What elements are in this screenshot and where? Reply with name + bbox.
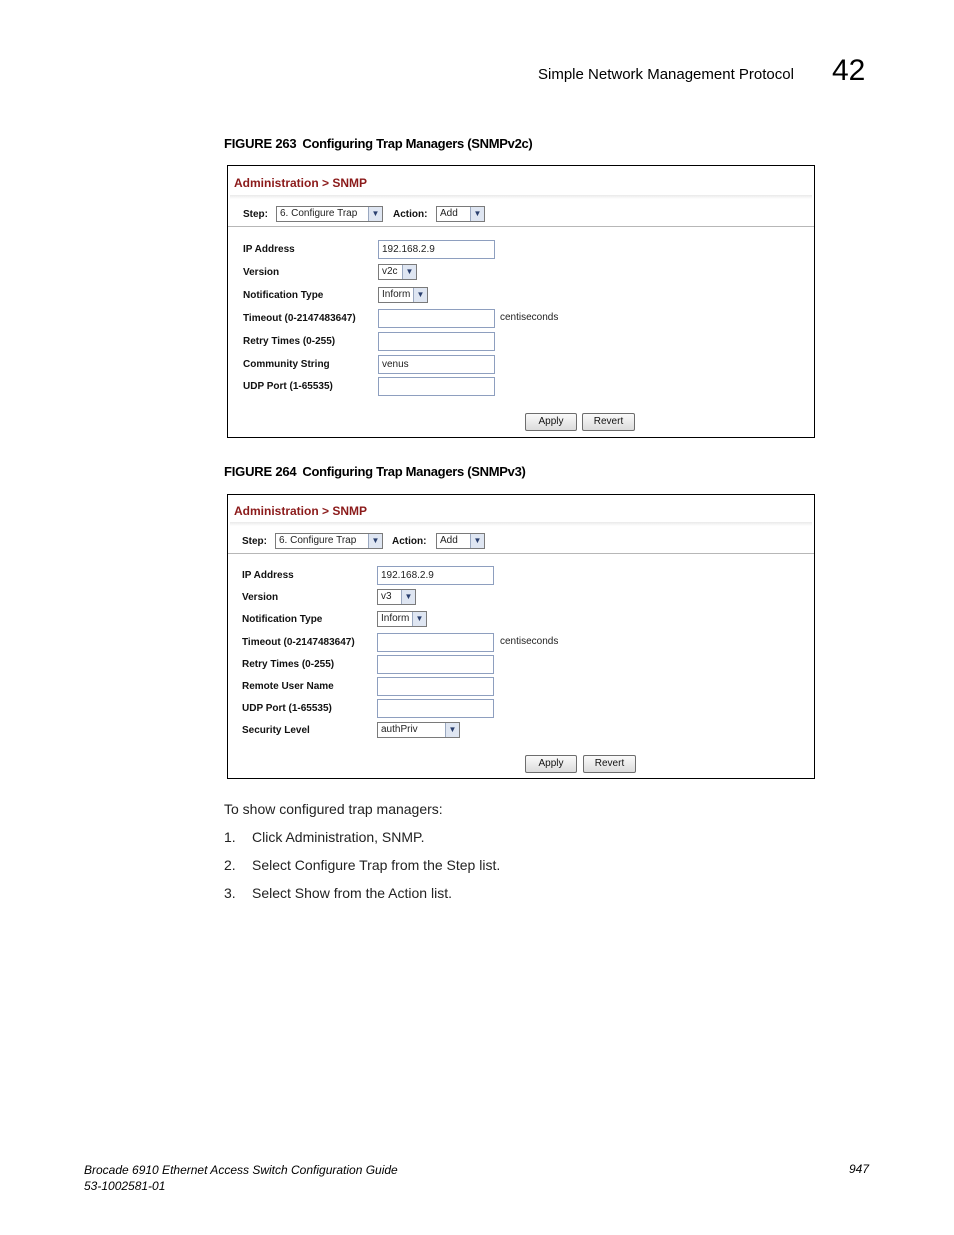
version-label: Version xyxy=(243,267,280,278)
timeout-unit: centiseconds xyxy=(500,312,559,323)
notification-type-value: Inform xyxy=(381,613,410,624)
footer-doc-title: Brocade 6910 Ethernet Access Switch Configuration Guide xyxy=(84,1163,398,1177)
remote-user-name-input[interactable] xyxy=(377,677,494,696)
udp-port-input[interactable] xyxy=(377,699,494,718)
ip-address-row xyxy=(228,239,814,261)
version-select-value: v2c xyxy=(382,266,398,277)
step-action-row xyxy=(228,199,814,227)
udp-port-label: UDP Port (1-65535) xyxy=(243,381,333,392)
security-level-row xyxy=(228,720,814,742)
action-label: Action: xyxy=(393,209,428,220)
version-row xyxy=(228,262,814,284)
udp-port-input[interactable] xyxy=(378,377,495,396)
version-label: Version xyxy=(242,592,279,603)
retry-times-input[interactable] xyxy=(377,655,494,674)
action-select-value: Add xyxy=(440,208,458,219)
action-label: Action: xyxy=(392,536,427,547)
version-select[interactable] xyxy=(377,589,416,605)
panel-breadcrumb: Administration > SNMP xyxy=(234,504,368,518)
chevron-down-icon[interactable]: ▼ xyxy=(368,534,382,548)
version-select[interactable] xyxy=(378,264,417,280)
figure-263-caption xyxy=(224,136,532,151)
timeout-input[interactable] xyxy=(378,309,495,328)
step-number: 3. xyxy=(224,885,236,901)
snmpv2c-trap-panel xyxy=(227,165,815,438)
remote-user-name-row xyxy=(228,676,814,698)
community-string-input[interactable]: venus xyxy=(378,355,495,374)
revert-button[interactable]: Revert xyxy=(582,413,635,431)
ip-address-input[interactable]: 192.168.2.9 xyxy=(378,240,495,259)
timeout-label: Timeout (0-2147483647) xyxy=(243,313,356,324)
retry-times-label: Retry Times (0-255) xyxy=(242,659,335,670)
figure-label: FIGURE 264 xyxy=(224,464,297,479)
timeout-input[interactable] xyxy=(377,633,494,652)
version-row xyxy=(228,587,814,609)
timeout-row xyxy=(228,632,814,654)
retry-times-label: Retry Times (0-255) xyxy=(243,336,336,347)
snmpv3-trap-panel xyxy=(227,494,815,779)
chevron-down-icon[interactable]: ▼ xyxy=(412,612,426,626)
running-header-title: Simple Network Management Protocol xyxy=(538,66,794,83)
timeout-label: Timeout (0-2147483647) xyxy=(242,637,355,648)
chapter-number: 42 xyxy=(832,54,866,87)
notification-type-select[interactable] xyxy=(377,611,427,627)
timeout-unit: centiseconds xyxy=(500,636,559,647)
instructions-intro: To show configured trap managers: xyxy=(224,801,443,817)
timeout-row xyxy=(228,308,814,330)
footer-doc-number: 53-1002581-01 xyxy=(84,1179,166,1193)
step-text: Select Configure Trap from the Step list. xyxy=(252,857,501,873)
apply-button[interactable]: Apply xyxy=(525,413,577,431)
chevron-down-icon[interactable]: ▼ xyxy=(402,265,416,279)
action-select[interactable] xyxy=(436,206,485,222)
notification-type-row xyxy=(228,609,814,631)
community-string-label: Community String xyxy=(243,359,330,370)
security-level-select[interactable] xyxy=(377,722,460,738)
notification-type-value: Inform xyxy=(382,289,411,300)
remote-user-name-label: Remote User Name xyxy=(242,681,334,692)
ip-address-label: IP Address xyxy=(242,570,294,581)
version-select-value: v3 xyxy=(381,591,392,602)
notification-type-label: Notification Type xyxy=(243,290,324,301)
community-string-row xyxy=(228,354,814,376)
figure-label: FIGURE 263 xyxy=(224,136,297,151)
udp-port-row xyxy=(228,376,814,398)
step-select[interactable] xyxy=(276,206,383,222)
step-action-row xyxy=(228,526,814,554)
step-select[interactable] xyxy=(275,533,383,549)
step-text: Click Administration, SNMP. xyxy=(252,829,425,845)
chevron-down-icon[interactable]: ▼ xyxy=(401,590,415,604)
ip-address-label: IP Address xyxy=(243,244,295,255)
chevron-down-icon[interactable]: ▼ xyxy=(445,723,459,737)
step-label: Step: xyxy=(242,536,267,547)
chevron-down-icon[interactable]: ▼ xyxy=(470,207,484,221)
step-number: 1. xyxy=(224,829,236,845)
chevron-down-icon[interactable]: ▼ xyxy=(413,288,427,302)
security-level-value: authPriv xyxy=(381,724,418,735)
figure-caption-text: Configuring Trap Managers (SNMPv2c) xyxy=(302,136,533,151)
security-level-label: Security Level xyxy=(242,725,310,736)
footer-page-number: 947 xyxy=(849,1162,870,1176)
retry-times-row xyxy=(228,654,814,676)
notification-type-select[interactable] xyxy=(378,287,428,303)
udp-port-row xyxy=(228,698,814,720)
figure-264-caption xyxy=(224,464,526,479)
footer-doc-info xyxy=(84,1162,398,1194)
step-label: Step: xyxy=(243,209,268,220)
retry-times-input[interactable] xyxy=(378,332,495,351)
step-text: Select Show from the Action list. xyxy=(252,885,452,901)
figure-caption-text: Configuring Trap Managers (SNMPv3) xyxy=(302,464,526,479)
revert-button[interactable]: Revert xyxy=(583,755,636,773)
apply-button[interactable]: Apply xyxy=(525,755,577,773)
action-select-value: Add xyxy=(440,535,458,546)
ip-address-input[interactable]: 192.168.2.9 xyxy=(377,566,494,585)
chevron-down-icon[interactable]: ▼ xyxy=(470,534,484,548)
udp-port-label: UDP Port (1-65535) xyxy=(242,703,332,714)
chevron-down-icon[interactable]: ▼ xyxy=(368,207,382,221)
panel-breadcrumb: Administration > SNMP xyxy=(234,176,368,190)
notification-type-row xyxy=(228,285,814,307)
notification-type-label: Notification Type xyxy=(242,614,323,625)
ip-address-row xyxy=(228,565,814,587)
step-number: 2. xyxy=(224,857,236,873)
action-select[interactable] xyxy=(436,533,485,549)
step-select-value: 6. Configure Trap xyxy=(280,208,358,219)
retry-times-row xyxy=(228,331,814,353)
step-select-value: 6. Configure Trap xyxy=(279,535,357,546)
